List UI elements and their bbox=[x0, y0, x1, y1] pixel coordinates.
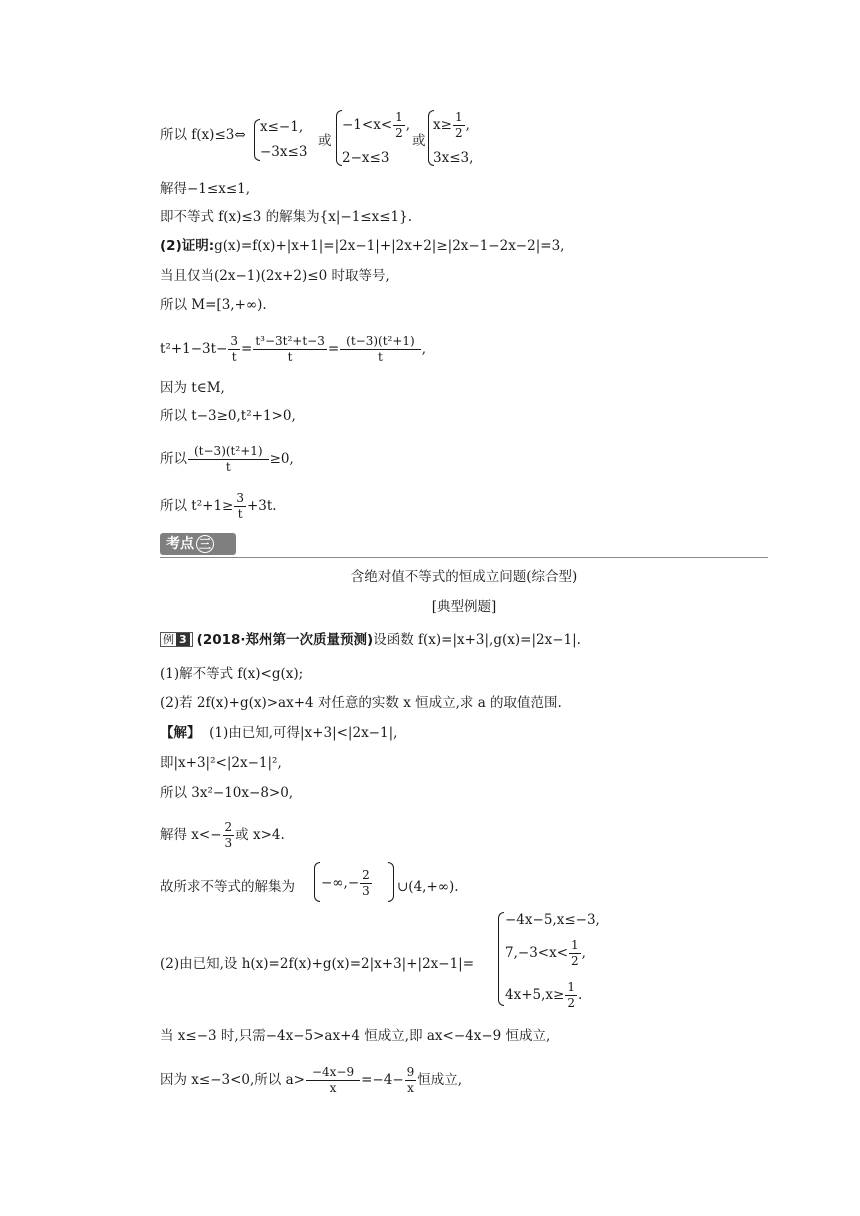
frac-den: x bbox=[407, 1081, 414, 1095]
case3-top bbox=[433, 110, 470, 141]
text-line: 所以 t−3≥0,t²+1>0, bbox=[160, 408, 296, 424]
frac-den: 3 bbox=[362, 884, 370, 898]
case3-top-text: x≥ bbox=[433, 117, 452, 133]
frac-num: 3 bbox=[236, 491, 244, 505]
frac-num: 1 bbox=[567, 980, 575, 994]
fraction bbox=[340, 334, 421, 365]
frac-den: x bbox=[329, 1081, 337, 1095]
eq-sign: = bbox=[241, 341, 253, 357]
proof-label: (2)证明: bbox=[160, 238, 215, 254]
piecewise-case-2 bbox=[505, 938, 586, 969]
solution-line-2: 即|x+3|²<|2x−1|², bbox=[160, 755, 282, 771]
section-badge bbox=[160, 533, 236, 555]
eq-text: 所以 t²+1≥ bbox=[160, 498, 234, 514]
solution-set-union: ∪(4,+∞). bbox=[397, 879, 459, 895]
solution-label: 【解】 bbox=[160, 725, 201, 741]
example-stem-text: 设函数 f(x)=|x+3|,g(x)=|2x−1|. bbox=[373, 632, 581, 648]
frac-num: −4x−9 bbox=[306, 1065, 360, 1081]
solution-set-text: 故所求不等式的解集为 bbox=[160, 879, 295, 895]
piecewise-brace bbox=[498, 912, 504, 1006]
big-paren-right bbox=[388, 862, 394, 902]
example-stem bbox=[160, 631, 581, 649]
text-line-proof bbox=[160, 237, 564, 255]
solution-text: =−4− bbox=[361, 1072, 404, 1088]
solution-text: 因为 x≤−3<0,所以 a> bbox=[160, 1072, 305, 1088]
eq-text: 所以 bbox=[160, 451, 187, 467]
solution-line-8 bbox=[160, 1065, 462, 1096]
text-line: 解得−1≤x≤1, bbox=[160, 181, 251, 197]
frac-num: (t−3)(t²+1) bbox=[340, 334, 421, 350]
eq-text: ≥0, bbox=[269, 451, 294, 467]
badge-number: 三 bbox=[196, 535, 214, 553]
comma: , bbox=[581, 945, 586, 961]
period: . bbox=[577, 987, 583, 1003]
proof-text: g(x)=f(x)+|x+1|=|2x−1|+|2x+2|≥|2x−1−2x−2|=3, bbox=[214, 238, 565, 254]
frac-den: 3 bbox=[224, 836, 233, 850]
piecewise-case-1: −4x−5,x≤−3, bbox=[505, 912, 600, 928]
example-source: (2018·郑州第一次质量预测) bbox=[196, 632, 374, 648]
fraction bbox=[253, 334, 327, 365]
fraction bbox=[360, 868, 372, 899]
case3-bottom: 3x≤3, bbox=[433, 150, 474, 166]
solution-text: 恒成立, bbox=[417, 1072, 463, 1088]
text-line: 所以 M=[3,+∞). bbox=[160, 297, 267, 313]
eq-text: t²+1−3t− bbox=[160, 341, 228, 357]
frac-den: 2 bbox=[571, 954, 579, 968]
frac-den: t bbox=[231, 350, 237, 364]
fraction-half bbox=[569, 938, 581, 969]
frac-den: 2 bbox=[395, 126, 403, 140]
equation-line-t bbox=[160, 334, 426, 365]
eq-sign: = bbox=[327, 341, 340, 357]
piecewise-def: (2)由已知,设 h(x)=2f(x)+g(x)=2|x+3|+|2x−1|= bbox=[160, 956, 475, 972]
case2-bottom: 2−x≤3 bbox=[342, 150, 390, 166]
comma: , bbox=[405, 117, 411, 133]
frac-num: 3 bbox=[230, 334, 239, 348]
frac-num: (t−3)(t²+1) bbox=[188, 444, 269, 460]
frac-num: 1 bbox=[454, 110, 463, 124]
frac-num: 1 bbox=[395, 110, 403, 124]
fraction-half bbox=[453, 110, 465, 141]
frac-num: t³−3t²+t−3 bbox=[255, 334, 325, 348]
frac-den: t bbox=[225, 460, 231, 474]
frac-num: 1 bbox=[571, 938, 579, 952]
solution-text: (1)由已知,可得|x+3|<|2x−1|, bbox=[209, 725, 398, 741]
frac-num: 2 bbox=[362, 868, 370, 882]
case2-top-text: −1<x< bbox=[342, 117, 393, 133]
frac-den: t bbox=[378, 350, 383, 364]
solution-line-3: 所以 3x²−10x−8>0, bbox=[160, 785, 294, 801]
line-piecewise bbox=[160, 126, 246, 144]
example-label bbox=[160, 632, 193, 647]
frac-den: t bbox=[237, 507, 243, 521]
solution-line-4 bbox=[160, 820, 285, 851]
solution-line-7: 当 x≤−3 时,只需−4x−5>ax+4 恒成立,即 ax<−4x−9 恒成立, bbox=[160, 1028, 551, 1044]
or-text-2: 或 bbox=[412, 133, 426, 149]
big-paren-left bbox=[314, 862, 320, 902]
text-line: 即不等式 f(x)≤3 的解集为{x|−1≤x≤1}. bbox=[160, 209, 412, 225]
fraction bbox=[228, 334, 240, 365]
comma: , bbox=[465, 117, 470, 133]
comma: , bbox=[421, 341, 427, 357]
example-label-text: 例 bbox=[163, 633, 174, 646]
fraction-half bbox=[393, 110, 405, 141]
case1-top: x≤−1, bbox=[260, 119, 304, 135]
solution-text: 解得 x<− bbox=[160, 827, 222, 843]
solution-set-interval bbox=[321, 868, 373, 899]
frac-num: 2 bbox=[224, 820, 233, 834]
frac-den: 2 bbox=[454, 126, 463, 140]
frac-den: 2 bbox=[567, 996, 575, 1010]
case-text: 4x+5,x≥ bbox=[505, 987, 565, 1003]
solution-line-1 bbox=[160, 724, 397, 742]
fraction bbox=[405, 1065, 417, 1096]
badge-text: 考点 bbox=[166, 536, 194, 552]
equation-line-final bbox=[160, 491, 277, 522]
question-2: (2)若 2f(x)+g(x)>ax+4 对任意的实数 x 恒成立,求 a 的取值范围. bbox=[160, 695, 562, 711]
case1-bottom: −3x≤3 bbox=[260, 144, 308, 160]
text-line: 当且仅当(2x−1)(2x+2)≤0 时取等号, bbox=[160, 268, 390, 284]
section-title: 含绝对值不等式的恒成立问题(综合型) bbox=[350, 569, 578, 585]
fraction bbox=[234, 491, 246, 522]
fraction bbox=[223, 820, 235, 851]
question-1: (1)解不等式 f(x)<g(x); bbox=[160, 666, 304, 682]
case2-top bbox=[342, 110, 410, 141]
section-subtitle: [典型例题] bbox=[431, 599, 497, 615]
frac-den: t bbox=[287, 350, 293, 364]
frac-num: 9 bbox=[406, 1065, 415, 1079]
case-text: 7,−3<x< bbox=[505, 945, 569, 961]
fraction-half bbox=[565, 980, 577, 1011]
fraction bbox=[188, 444, 269, 475]
text-line: 因为 t∈M, bbox=[160, 380, 225, 396]
solution-text: 或 x>4. bbox=[235, 827, 285, 843]
eq-text: +3t. bbox=[246, 498, 277, 514]
fraction bbox=[306, 1065, 360, 1096]
example-number: 3 bbox=[176, 633, 190, 646]
section-divider bbox=[160, 557, 768, 558]
or-text-1: 或 bbox=[318, 133, 332, 149]
text-fx: f(x)≤3⇔ bbox=[191, 127, 246, 143]
text-prefix: 所以 bbox=[160, 127, 187, 143]
interval-text: −∞,− bbox=[321, 875, 360, 891]
equation-line-nonneg bbox=[160, 444, 294, 475]
piecewise-case-3 bbox=[505, 980, 582, 1011]
